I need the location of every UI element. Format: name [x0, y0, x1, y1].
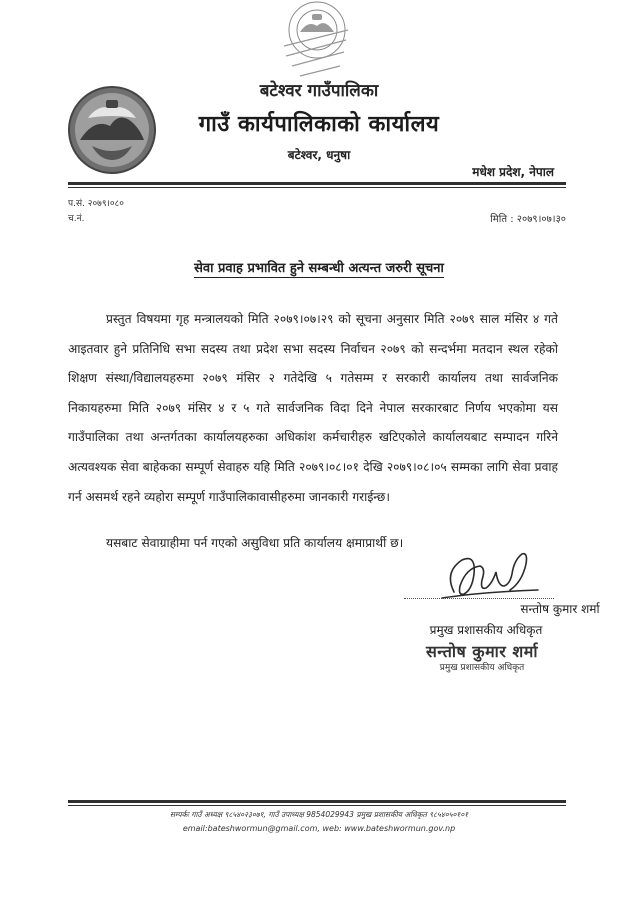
signatory-name: सन्तोष कुमार शर्मा [520, 602, 600, 616]
municipality-name: बटेश्वर गाउँपालिका [259, 81, 379, 101]
notice-body: प्रस्तुत विषयमा गृह मन्त्रालयको मिति २०७९।०७।२९ को सूचना अनुसार मिति २०७९ साल मंसिर ४ गते आइतवार हुने प्रतिनिधि सभा सदस्य तथा प्रदेश सभा सदस्य निर्वाचन २०७९ को सन्दर्भमा मतदान स्थल रहेको शिक्षण संस्था/विद्यालयहरुमा २०७९ मंसिर २ गतेदेखि ५ गतेसम्म र सरकारी कार्यालय तथा सार्वजनिक निकायहरुमा मिति २०७९ मंसिर ४ र ५ गते सार्वजनिक विदा दिने नेपाल सरकारबाट निर्णय भएकोमा यस गाउँपालिका तथा अन्तर्गतका कार्यालयहरुका अधिकांश कर्मचारीहरु खटिएकोले कार्यालयबाट सम्पादन गरिने अत्यवश्यक सेवा बाहेकका सम्पूर्ण सेवाहरु यहि मिति २०७९।०८।०१ देखि २०७९।०८।०५ सम्मका लागि सेवा प्रवाह गर्न असमर्थ रहने व्यहोरा सम्पूर्ण गाउँपालिकावासीहरुमा जानकारी गराईन्छ। [68, 312, 558, 504]
reference-number: प.सं. २०७९।०८० [68, 199, 124, 209]
office-name: गाउँ कार्यपालिकाको कार्यालय [198, 112, 440, 137]
footer-divider-thin [68, 805, 566, 806]
top-seal [262, 0, 372, 90]
office-address: बटेश्वर, धनुषा [287, 148, 351, 162]
notice-subject-text: सेवा प्रवाह प्रभावित हुने सम्बन्धी अत्यन्त जरुरी सूचना [194, 261, 444, 276]
header-divider [68, 182, 566, 185]
name-stamp-title: प्रमुख प्रशासकीय अधिकृत [439, 663, 525, 673]
footer-web: email:bateshwormun@gmail.com, web: www.bateshwormun.gov.np [182, 824, 456, 833]
name-stamp: सन्तोष कुमार शर्मा [425, 642, 539, 661]
notice-subject [0, 258, 638, 276]
letter-date: मिति : २०७९।०७।३० [490, 214, 566, 225]
dispatch-number: च.नं. [68, 214, 85, 224]
apology-line: यसबाट सेवाग्राहीमा पर्न गएको असुविधा प्रति कार्यालय क्षमाप्रार्थी छ। [106, 536, 404, 550]
footer-divider [68, 800, 566, 803]
footer-contact: सम्पर्कः गाउँ अध्यक्ष ९८५४०२३०७१, गाउँ उपाध्यक्ष 9854029943 प्रमुख प्रशासकीय अधिकृत ९८५४०५०१०१ [169, 810, 469, 819]
signature-line [404, 598, 554, 599]
province-name: मधेश प्रदेश, नेपाल [472, 165, 554, 179]
header-divider-thin [68, 187, 566, 188]
signatory-title: प्रमुख प्रशासकीय अधिकृत [429, 623, 543, 637]
